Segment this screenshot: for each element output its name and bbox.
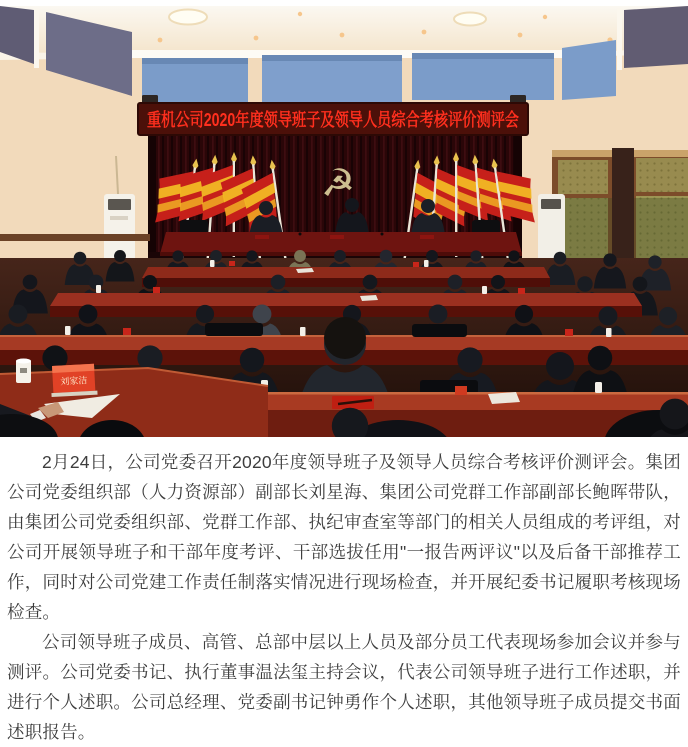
article-body — [0, 437, 688, 747]
chair-back — [412, 324, 467, 337]
name-card — [455, 386, 467, 395]
foreground-head — [324, 317, 366, 359]
name-card-front — [50, 364, 98, 397]
window-center-1 — [142, 58, 248, 102]
name-card — [518, 288, 525, 294]
window-right-far — [624, 6, 688, 68]
party-emblem-icon: ☭ — [320, 161, 356, 205]
chair-back — [420, 380, 478, 394]
cup — [595, 382, 602, 393]
name-card — [153, 287, 160, 293]
stage — [148, 124, 542, 268]
window-center-3 — [412, 53, 554, 100]
audience — [0, 234, 688, 437]
article-page — [0, 6, 688, 742]
cup — [210, 260, 215, 267]
cup — [424, 260, 429, 267]
name-card — [229, 261, 235, 266]
cup — [606, 328, 612, 337]
window-center-2 — [262, 55, 402, 102]
name-card — [413, 262, 419, 267]
paper — [360, 295, 378, 301]
cup — [300, 327, 306, 336]
banner-title: 重机公司2020年度领导班子及领导人员综合考核评价测评会 — [147, 110, 620, 130]
paper — [488, 392, 520, 404]
meeting-photo-canvas — [0, 6, 688, 437]
wall-rail-left — [0, 234, 150, 241]
paragraph-1: 2月24日，公司党委召开2020年度领导班子及领导人员综合考核评价测评会。集团公司党委组织部（人力资源部）副部长刘星海、集团公司党群工作部副部长鲍晖带队，由集团公司党委组织部、党群工作部、执纪审查室等部门的相关人员组成的考评组，对公司开展领导班子和干部年度考评、干部选拔任用"一报告两评议"以及后备干部推荐工作，同时对公司党建工作责任制落实情况进行现场检查，并开展纪委书记履职考核现场检查。 — [7, 452, 681, 622]
cup — [65, 326, 71, 335]
meeting-photo — [0, 6, 688, 437]
cup — [96, 285, 101, 293]
window-right-near — [562, 40, 616, 100]
name-card — [123, 328, 131, 335]
cup — [482, 286, 487, 294]
paragraph-2: 公司领导班子成员、高管、总部中层以上人员及部分员工代表现场参加会议并参与测评。公司党委书记、执行董事温法玺主持会议，代表公司领导班子进行工作述职，并进行个人述职。公司总经理、党委副书记钟勇作个人述职，其他领导班子成员提交书面述职报告。 — [7, 632, 681, 742]
name-card-text: 刘家洁 — [60, 375, 88, 387]
chair-back — [205, 323, 263, 336]
name-card — [565, 329, 573, 336]
